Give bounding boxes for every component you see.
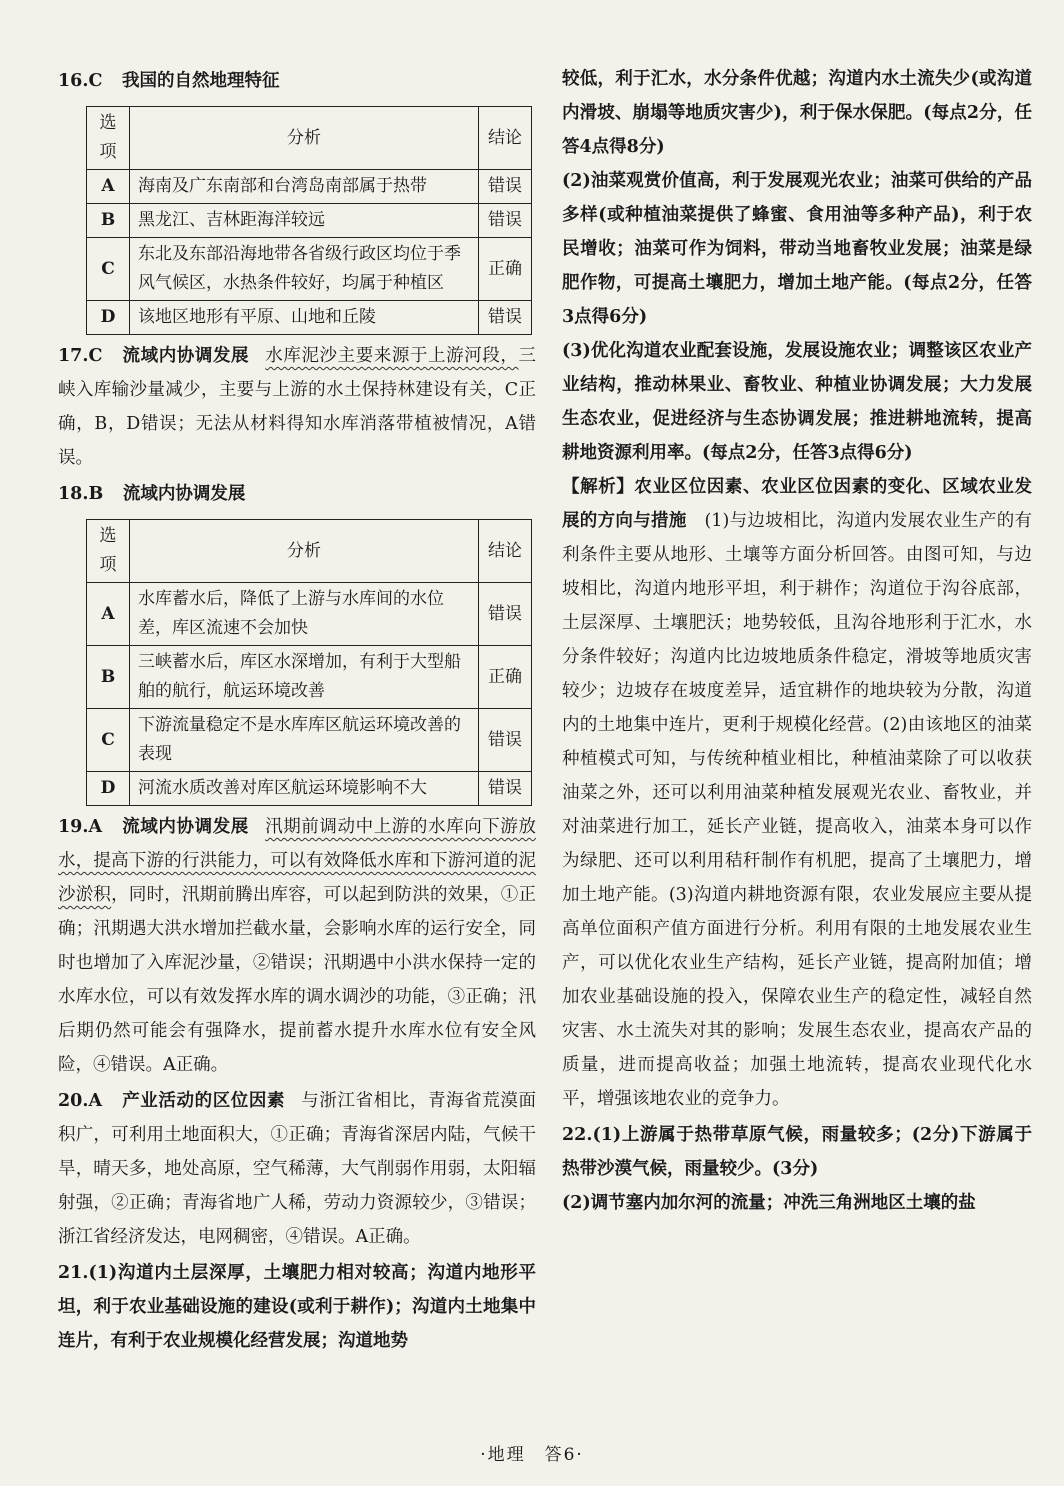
question-number: 18.B	[58, 484, 104, 504]
table-header: 选项	[87, 520, 130, 583]
question-topic: 流域内协调发展	[122, 346, 250, 366]
answer-part-1: (1)上游属于热带草原气候，雨量较多；(2分)下游属于热带沙漠气候，雨量较少。(3分)	[562, 1125, 1032, 1179]
question-topic: 流域内协调发展	[122, 484, 246, 504]
question-19	[58, 810, 536, 1082]
question-21	[58, 1256, 536, 1358]
question-number: 16.C	[58, 71, 103, 91]
question-topic: 产业活动的区位因素	[122, 1091, 286, 1111]
table-header: 结论	[479, 107, 532, 170]
answer-text: 与浙江省相比，青海省荒漠面积广，可利用土地面积大，①正确；青海省深居内陆，气候干旱，晴天多，地处高原，空气稀薄，大气削弱作用弱，太阳辐射强，②正确；青海省地广人稀，劳动力资源较少，③错误；浙江省经济发达，电网稠密，④错误。A正确。	[58, 1091, 536, 1247]
table-header: 选项	[87, 107, 130, 170]
question-17	[58, 339, 536, 475]
left-column	[58, 62, 536, 1358]
question-topic: 我国的自然地理特征	[121, 71, 280, 91]
table-row: B 三峡蓄水后，库区水深增加，有利于大型船舶的航行，航运环境改善 正确	[87, 646, 532, 709]
question-number: 22.	[562, 1125, 593, 1145]
table-row: D 该地区地形有平原、山地和丘陵 错误	[87, 301, 532, 335]
table-header: 分析	[130, 107, 479, 170]
table-row: D 河流水质改善对库区航运环境影响不大 错误	[87, 772, 532, 806]
answer-part-2: (2)调节塞内加尔河的流量；冲洗三角洲地区土壤的盐	[562, 1193, 976, 1213]
table-header: 结论	[479, 520, 532, 583]
answer-text: ，同时，汛期前腾出库容，可以起到防洪的效果，①正确；汛期遇大洪水增加拦截水量，会影响水库的运行安全，同时也增加了入库泥沙量，②错误；汛期遇中小洪水保持一定的水库水位，可以有效发挥水库的调水调沙的功能，③正确；汛后期仍然可能会有强降水，提前蓄水提升水库水位有安全风险，④错误。A正确。	[58, 885, 537, 1075]
page-footer: ·地理 答6·	[480, 1445, 584, 1465]
question-number: 20.A	[58, 1091, 103, 1111]
underlined-text: 水库泥沙主要来源于上游河段，	[265, 346, 519, 366]
answer-text: 三峡入库输沙量减少，主要与上游的水土保持林建设有关，C正确，B，D错误；无法从材料得知水库消落带植被情况，A错误。	[58, 346, 536, 468]
answer-part-2: (2)油菜观赏价值高，利于发展观光农业；油菜可供给的产品多样(或种植油菜提供了蜂蜜、食用油等多种产品)，利于农民增收；油菜可作为饲料，带动当地畜牧业发展；油菜是绿肥作物，可提高土壤肥力，增加土地产能。(每点2分，任答3点得6分)	[562, 171, 1032, 327]
answer-part-3: (3)优化沟道农业配套设施，发展设施农业；调整该区农业产业结构，推动林果业、畜牧业、种植业协调发展；大力发展生态农业，促进经济与生态协调发展；推进耕地流转，提高耕地资源利用率。(每点2分，任答3点得6分)	[562, 341, 1032, 463]
question-16	[58, 64, 536, 98]
analysis-label: 【解析】	[562, 477, 635, 497]
table-row: C 下游流量稳定不是水库库区航运环境改善的表现 错误	[87, 709, 532, 772]
table-row: A 海南及广东南部和台湾岛南部属于热带 错误	[87, 170, 532, 204]
question-number: 17.C	[58, 346, 103, 366]
question-18	[58, 477, 536, 511]
answer-part-1: (1)沟道内土层深厚，土壤肥力相对较高；沟道内地形平坦，利于农业基础设施的建设(或利于耕作)；沟道内土地集中连片，有利于农业规模化经营发展；沟道地势	[58, 1263, 536, 1351]
answer-part-1-continued: 较低，利于汇水，水分条件优越；沟道内水土流失少(或沟道内滑坡、崩塌等地质灾害少)，利于保水保肥。(每点2分，任答4点得8分)	[562, 69, 1032, 157]
question-number: 21.	[58, 1263, 89, 1283]
table-row: A 水库蓄水后，降低了上游与水库间的水位差，库区流速不会加快 错误	[87, 583, 532, 646]
table-row: B 黑龙江、吉林距海洋较远 错误	[87, 204, 532, 238]
question-topic: 流域内协调发展	[122, 817, 249, 837]
right-column	[562, 62, 1032, 1220]
table-header: 分析	[130, 520, 479, 583]
question-20	[58, 1084, 536, 1254]
analysis-table-16	[86, 106, 532, 335]
analysis-block	[562, 470, 1032, 1116]
analysis-table-18	[86, 519, 532, 806]
analysis-topic: 农业区位因素、农业区位因素的变化、区域农业发展的方向与措施	[562, 477, 1033, 531]
question-22	[562, 1118, 1032, 1186]
question-number: 19.A	[58, 817, 103, 837]
underlined-text: 汛期前调动中上游的水库向下游放水，提高下游的行洪能力，可以有效降低水库和下游河道的泥沙淤积	[58, 817, 537, 905]
analysis-text: (1)与边坡相比，沟道内发展农业生产的有利条件主要从地形、土壤等方面分析回答。由图可知，与边坡相比，沟道内地形平坦，利于耕作；沟道位于沟谷底部，土层深厚、土壤肥沃；地势较低，且沟谷地形利于汇水，水分条件较好；沟道内比边坡地质条件稳定，滑坡等地质灾害较少；边坡存在坡度差异，适宜耕作的地块较为分散，沟道内的土地集中连片，更利于规模化经营。(2)由该地区的油菜种植模式可知，与传统种植业相比，种植油菜除了可以收获油菜之外，还可以利用油菜种植发展观光农业、畜牧业，并对油菜进行加工，延长产业链，提高收入，油菜本身可以作为绿肥、还可以利用秸秆制作有机肥，提高了土壤肥力，增加土地产能。(3)沟道内耕地资源有限，农业发展应主要从提高单位面积产值方面进行分析。利用有限的土地发展农业生产，可以优化农业生产结构，延长产业链，提高附加值；增加农业基础设施的投入，保障农业生产的稳定性，减轻自然灾害、水土流失对其的影响；发展生态农业，提高农产品的质量，进而提高收益；加强土地流转，提高农业现代化水平，增强该地农业的竞争力。	[562, 511, 1033, 1109]
table-row: C 东北及东部沿海地带各省级行政区均位于季风气候区，水热条件较好，均属于种植区 正确	[87, 238, 532, 301]
